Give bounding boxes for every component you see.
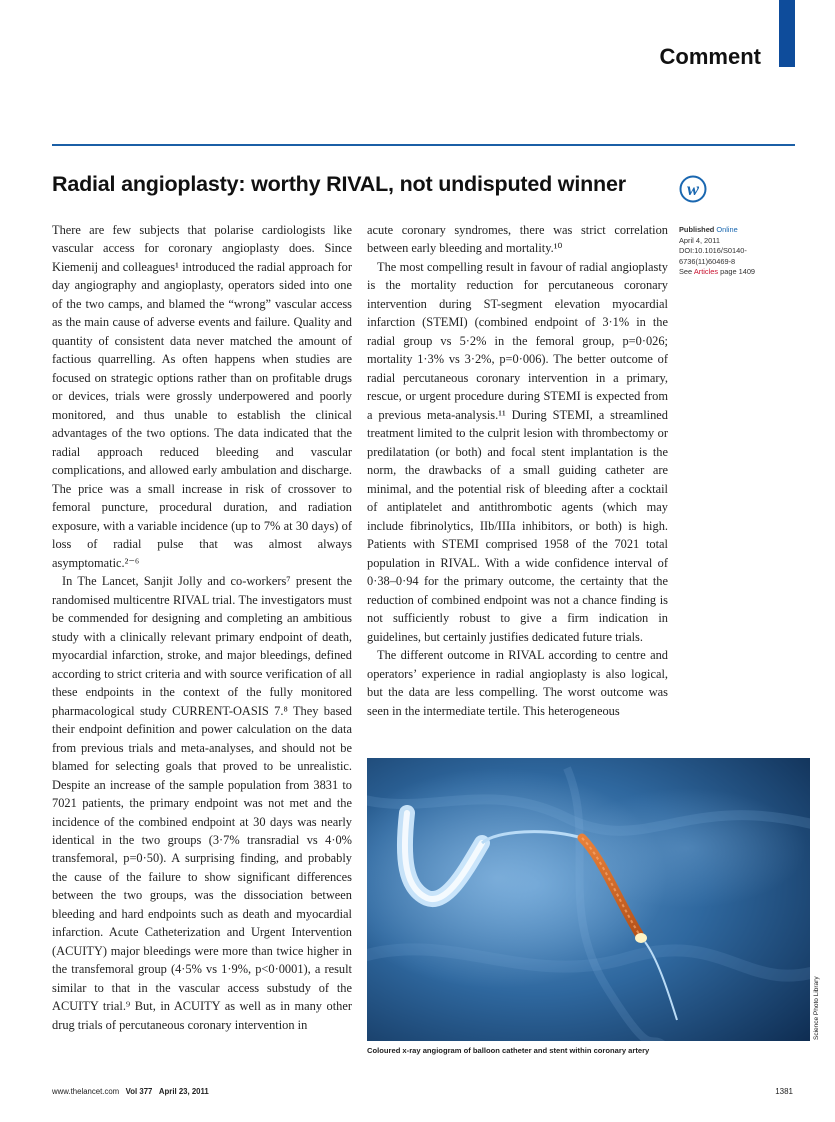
footer-volume: Vol 377 xyxy=(125,1087,153,1096)
doi: DOI:10.1016/S0140-6736(11)60469-8 xyxy=(679,246,747,266)
published-date: April 4, 2011 xyxy=(679,235,720,245)
see-articles-line xyxy=(679,267,779,278)
angiogram-figure xyxy=(367,758,810,1041)
body-column-2 xyxy=(367,221,668,720)
published-online: Online xyxy=(716,225,738,234)
paragraph: There are few subjects that polarise cardiologists like vascular access for coronary angioplasty does. Since Kiemenij and colleagues¹ introduced the radial approach for day angiography and angioplasty, operators sided into one of the two camps, and blamed the “wrong” vascular access as the main cause of adverse events and failure. Quality and quantity of consistent data never matched the amount of factious quarrelling. As often happens when studies are focused on strategic options rather than on profitable drugs or devices, trials were grossly underpowered and poorly monitored, and thus unable to establish the clinical advantages of the two options. The data indicated that the radial approach reduced bleeding and vascular complications, and allowed early ambulation and discharge. The price was a small increase in risk of crossover to femoral puncture, procedural duration, and radiation exposure, with a variable incidence (up to 7% at 30 days) of loss of radial pulse that was almost always asymptomatic.²⁻⁶ xyxy=(52,223,352,570)
figure-caption: Coloured x-ray angiogram of balloon catheter and stent within coronary artery xyxy=(367,1046,650,1055)
section-label: Comment xyxy=(659,44,761,69)
publication-sidebar xyxy=(679,225,779,278)
footer-journal-info xyxy=(52,1087,209,1096)
paragraph: In The Lancet, Sanjit Jolly and co-workers⁷ present the randomised multicentre RIVAL trial. The investigators must be commended for designing and completing an ambitious study with a clinically relevant primary endpoint of death, myocardial infarction, stroke, and major bleedings, defined according to strict criteria and with source verification of all these endpoints in the context of the fully monitored pharmacological study CURRENT-OASIS 7.⁸ They based their endpoint definition and power calculation on the data from previous trials and meta-analyses, and should not be blamed for selecting goals that proved to be unrealistic. Despite an increase of the sample population from 3831 to 7021 patients, the primary endpoint was not met and the incidence of the combined endpoint at 30 days was nearly identical in the two groups (3·7% transradial vs 4·0% transfemoral, p=0·50). A surprising finding, and probably the cause of the failure to show significant differences between the two groups, was the dissociation between bleeding and hard endpoints such as death and myocardial infarction. Acute Catheterization and Urgent Intervention (ACUITY) major bleedings were more than twice higher in the transfemoral group (4·5% vs 1·9%, p<0·0001), a result similar to that in the vascular access substudy of the ACUITY trial.⁹ But, in ACUITY as well as in many other drug trials of percutaneous coronary intervention in xyxy=(52,574,352,1032)
article-title: Radial angioplasty: worthy RIVAL, not undisputed winner xyxy=(52,172,626,196)
footer-date: April 23, 2011 xyxy=(158,1087,209,1096)
angiogram-image xyxy=(367,758,810,1041)
footer-url[interactable]: www.thelancet.com xyxy=(52,1087,120,1096)
page-number: 1381 xyxy=(775,1087,793,1096)
see-suffix: page 1409 xyxy=(720,267,756,277)
paragraph: The most compelling result in favour of radial angioplasty is the mortality reduction for percutaneous coronary intervention during ST-segment elevation myocardial infarction (STEMI) (combined endpoint of 3·1% in the radial group vs 5·2% in the femoral group, p=0·026; mortality 1·3% vs 3·2%, p=0·006). The better outcome of radial percutaneous coronary intervention in a primary, rescue, or urgent procedure during STEMI is expected from a previous meta-analysis.¹¹ During STEMI, a streamlined treatment limited to the culprit lesion with thrombectomy or predilatation (or both) and focal stent implantation is the norm, the drawbacks of a small guiding catheter are minimal, and the potential risk of bleeding after a cocktail of antiplatelet and antithrombotic agents (which may include fibrinolytics, IIb/IIIa inhibitors, or both) is high. Patients with STEMI comprised 1958 of the 7021 total population in RIVAL. With a wide confidence interval of 0·38–0·94 for the primary outcome, the certainty that the reduction of combined endpoint was not a chance finding is not sufficiently robust to give a firm indication in guidelines, but certainly justifies dedicated future trials. xyxy=(367,259,668,644)
header-rule xyxy=(52,144,795,146)
photo-credit: Science Photo Library xyxy=(813,976,820,1040)
articles-link[interactable]: Articles xyxy=(693,267,719,277)
see-prefix: See xyxy=(679,267,693,277)
section-tab xyxy=(779,0,795,67)
web-extra-icon[interactable] xyxy=(678,174,708,204)
paragraph: The different outcome in RIVAL according to centre and operators’ experience in radial angioplasty is also logical, but the data are less compelling. The worst outcome was seen in the intermediate tertile. This heterogeneous xyxy=(367,648,668,718)
published-label: Published xyxy=(679,225,715,234)
paragraph: acute coronary syndromes, there was strict correlation between early bleeding and mortality.¹⁰ xyxy=(367,223,668,256)
svg-text:w: w xyxy=(686,179,700,199)
published-line xyxy=(679,225,779,236)
body-column-1 xyxy=(52,221,352,1034)
